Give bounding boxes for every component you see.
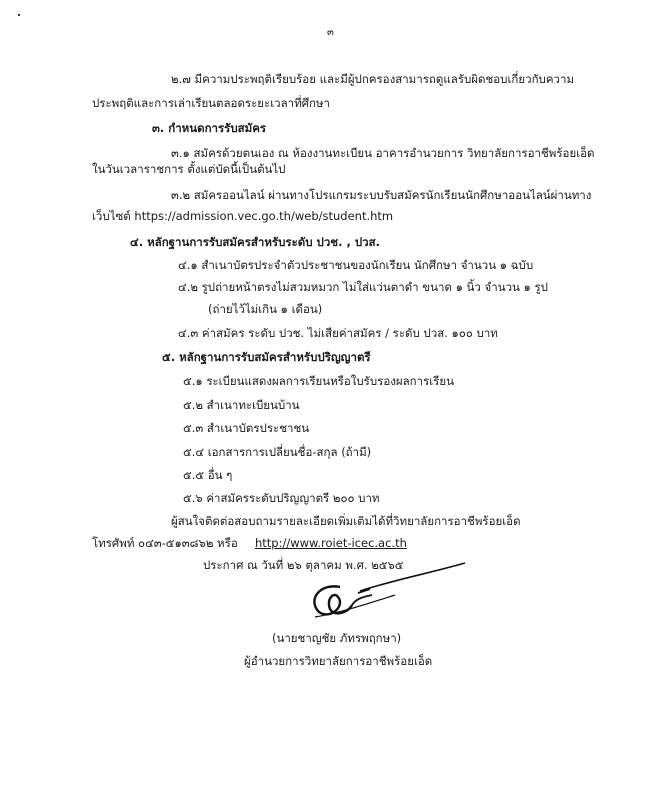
item-2-7-line1: ๒.๗ มีความประพฤติเรียบร้อย และมีผู้ปกครองสามารถดูแลรับผิดชอบเกี่ยวกับความ [171, 72, 575, 86]
item-5-1: ๕.๑ ระเบียนแสดงผลการเรียนหรือใบรับรองผลการเรียน [183, 374, 454, 388]
item-4-2-line2: (ถ่ายไว้ไม่เกิน ๑ เดือน) [208, 302, 323, 316]
contact-website-link[interactable]: http://www.roiet-icec.ac.th [255, 536, 407, 550]
scan-speck [18, 14, 20, 16]
item-3-2-line2: เว็บไซต์ https://admission.vec.go.th/web/student.htm [92, 209, 394, 223]
announcement-date: ประกาศ ณ วันที่ ๒๖ ตุลาคม พ.ศ. ๒๕๖๕ [203, 558, 404, 572]
signatory-name: (นายชาญชัย ภัทรพฤกษา) [272, 631, 402, 645]
item-5-2: ๕.๒ สำเนาทะเบียนบ้าน [183, 398, 300, 412]
section-5-heading: ๕. หลักฐานการรับสมัครสำหรับปริญญาตรี [162, 350, 371, 364]
contact-line1: ผู้สนใจติดต่อสอบถามรายละเอียดเพิ่มเติมได้ที่วิทยาลัยการอาชีพร้อยเอ็ด [171, 514, 521, 528]
contact-phone: โทรศัพท์ ๐๔๓-๕๑๓๘๖๒ หรือ [92, 536, 238, 550]
item-5-6: ๕.๖ ค่าสมัครระดับปริญญาตรี ๒๐๐ บาท [183, 491, 380, 505]
section-3-heading: ๓. กำหนดการรับสมัคร [152, 121, 267, 135]
item-3-1-line2: ในวันเวลาราชการ ตั้งแต่บัดนี้เป็นต้นไป [92, 162, 286, 176]
item-4-3: ๔.๓ ค่าสมัคร ระดับ ปวช. ไม่เสียค่าสมัคร / ระดับ ปวส. ๑๐๐ บาท [178, 326, 498, 340]
section-4-heading: ๔. หลักฐานการรับสมัครสำหรับระดับ ปวช. , ปวส. [130, 235, 380, 249]
signatory-position: ผู้อำนวยการวิทยาลัยการอาชีพร้อยเอ็ด [244, 654, 433, 668]
item-2-7-line2: ประพฤติและการเล่าเรียนตลอดระยะเวลาที่ศึกษา [92, 96, 330, 110]
page-number: ๓ [327, 27, 334, 38]
signature-image [300, 555, 480, 625]
item-3-1-line1: ๓.๑ สมัครด้วยตนเอง ณ ห้องงานทะเบียน อาคารอำนวยการ วิทยาลัยการอาชีพร้อยเอ็ด [171, 146, 595, 160]
item-4-1: ๔.๑ สำเนาบัตรประจำตัวประชาชนของนักเรียน นักศึกษา จำนวน ๑ ฉบับ [178, 258, 534, 272]
item-3-2-line1: ๓.๒ สมัครออนไลน์ ผ่านทางโปรแกรมระบบรับสมัครนักเรียนนักศึกษาออนไลน์ผ่านทาง [171, 188, 592, 202]
item-5-5: ๕.๕ อื่น ๆ [183, 468, 233, 482]
item-5-4: ๕.๔ เอกสารการเปลี่ยนชื่อ-สกุล (ถ้ามี) [183, 445, 372, 459]
item-4-2-line1: ๔.๒ รูปถ่ายหน้าตรงไม่สวมหมวก ไม่ใส่แว่นตาดำ ขนาด ๑ นิ้ว จำนวน ๑ รูป [178, 280, 548, 294]
item-5-3: ๕.๓ สำเนาบัตรประชาชน [183, 421, 310, 435]
